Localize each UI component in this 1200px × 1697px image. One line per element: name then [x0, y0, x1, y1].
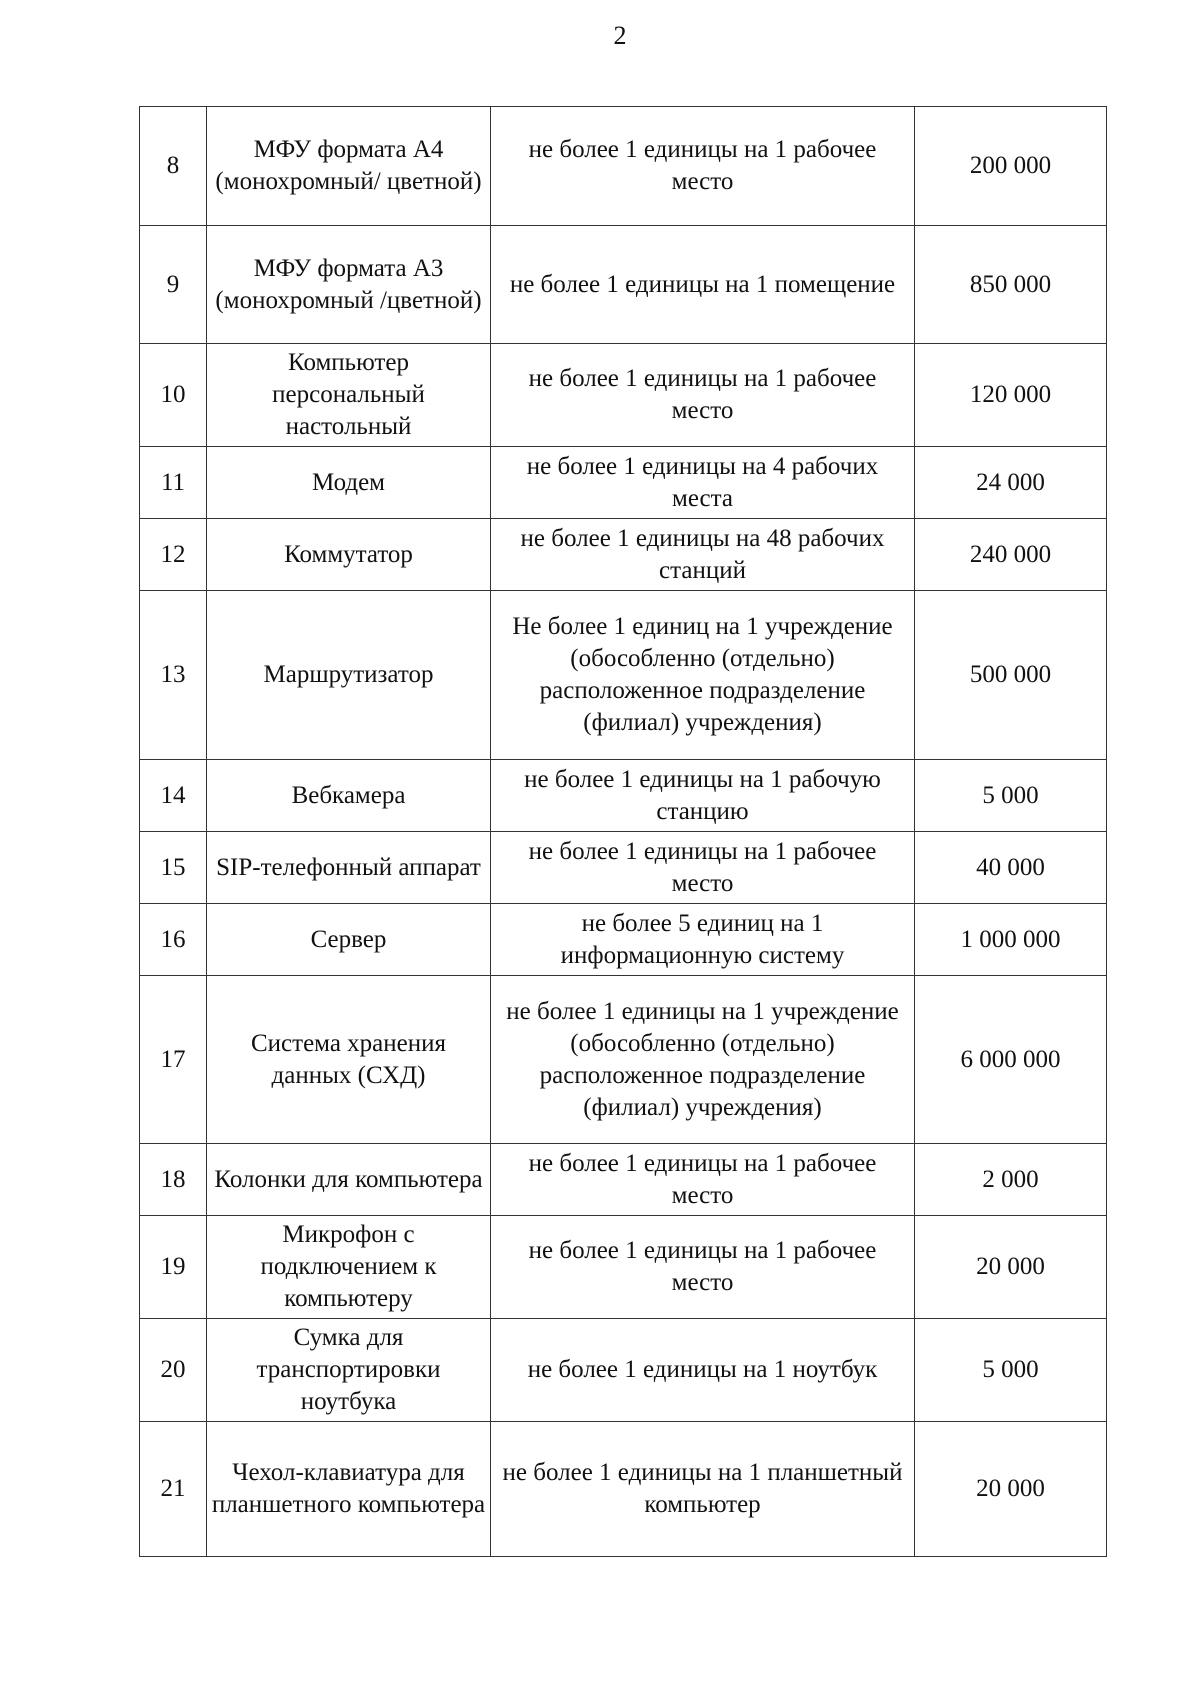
equipment-name: Микрофон с подключением к компьютеру	[207, 1216, 491, 1319]
equipment-norms-table	[139, 106, 1107, 1557]
equipment-name: МФУ формата А3 (монохромный /цветной)	[207, 226, 491, 344]
row-number: 11	[140, 447, 207, 519]
table-row	[140, 591, 1107, 760]
quantity-norm: не более 1 единицы на 1 рабочее место	[491, 1144, 915, 1216]
page-number: 2	[613, 21, 627, 50]
price-limit: 40 000	[915, 832, 1107, 904]
equipment-name: Компьютер персональный настольный	[207, 344, 491, 447]
equipment-name: SIP-телефонный аппарат	[207, 832, 491, 904]
equipment-name: Маршрутизатор	[207, 591, 491, 760]
price-limit: 5 000	[915, 1319, 1107, 1422]
quantity-norm: не более 1 единицы на 48 рабочих станций	[491, 519, 915, 591]
table-row	[140, 1216, 1107, 1319]
row-number: 21	[140, 1422, 207, 1557]
price-limit: 1 000 000	[915, 904, 1107, 976]
price-limit: 6 000 000	[915, 976, 1107, 1144]
price-limit: 200 000	[915, 107, 1107, 226]
row-number: 15	[140, 832, 207, 904]
table-row	[140, 832, 1107, 904]
row-number: 16	[140, 904, 207, 976]
price-limit: 240 000	[915, 519, 1107, 591]
quantity-norm: не более 1 единицы на 1 учреждение (обособленно (отдельно) расположенное подразделение (филиал) учреждения)	[491, 976, 915, 1144]
quantity-norm: не более 1 единицы на 1 планшетный компьютер	[491, 1422, 915, 1557]
price-limit: 20 000	[915, 1422, 1107, 1557]
table-row	[140, 976, 1107, 1144]
quantity-norm: не более 1 единицы на 1 рабочее место	[491, 1216, 915, 1319]
quantity-norm: Не более 1 единиц на 1 учреждение (обособленно (отдельно) расположенное подразделение (филиал) учреждения)	[491, 591, 915, 760]
row-number: 18	[140, 1144, 207, 1216]
equipment-name: Система хранения данных (СХД)	[207, 976, 491, 1144]
table-row	[140, 226, 1107, 344]
price-limit: 20 000	[915, 1216, 1107, 1319]
table-row	[140, 760, 1107, 832]
equipment-name: Колонки для компьютера	[207, 1144, 491, 1216]
equipment-name: Модем	[207, 447, 491, 519]
quantity-norm: не более 5 единиц на 1 информационную систему	[491, 904, 915, 976]
quantity-norm: не более 1 единицы на 1 помещение	[491, 226, 915, 344]
quantity-norm: не более 1 единицы на 4 рабочих места	[491, 447, 915, 519]
row-number: 13	[140, 591, 207, 760]
table-row	[140, 107, 1107, 226]
row-number: 19	[140, 1216, 207, 1319]
equipment-name: Сумка для транспортировки ноутбука	[207, 1319, 491, 1422]
price-limit: 500 000	[915, 591, 1107, 760]
row-number: 14	[140, 760, 207, 832]
quantity-norm: не более 1 единицы на 1 рабочее место	[491, 344, 915, 447]
price-limit: 120 000	[915, 344, 1107, 447]
quantity-norm: не более 1 единицы на 1 ноутбук	[491, 1319, 915, 1422]
row-number: 12	[140, 519, 207, 591]
price-limit: 5 000	[915, 760, 1107, 832]
quantity-norm: не более 1 единицы на 1 рабочую станцию	[491, 760, 915, 832]
price-limit: 2 000	[915, 1144, 1107, 1216]
table-row	[140, 447, 1107, 519]
row-number: 17	[140, 976, 207, 1144]
table-row	[140, 1422, 1107, 1557]
quantity-norm: не более 1 единицы на 1 рабочее место	[491, 832, 915, 904]
price-limit: 24 000	[915, 447, 1107, 519]
price-limit: 850 000	[915, 226, 1107, 344]
table-row	[140, 1144, 1107, 1216]
equipment-name: Вебкамера	[207, 760, 491, 832]
row-number: 20	[140, 1319, 207, 1422]
row-number: 10	[140, 344, 207, 447]
equipment-name: Сервер	[207, 904, 491, 976]
table-row	[140, 904, 1107, 976]
table-row	[140, 1319, 1107, 1422]
equipment-name: МФУ формата А4 (монохромный/ цветной)	[207, 107, 491, 226]
table-row	[140, 519, 1107, 591]
table-row	[140, 344, 1107, 447]
equipment-name: Чехол-клавиатура для планшетного компьютера	[207, 1422, 491, 1557]
quantity-norm: не более 1 единицы на 1 рабочее место	[491, 107, 915, 226]
row-number: 9	[140, 226, 207, 344]
equipment-name: Коммутатор	[207, 519, 491, 591]
row-number: 8	[140, 107, 207, 226]
